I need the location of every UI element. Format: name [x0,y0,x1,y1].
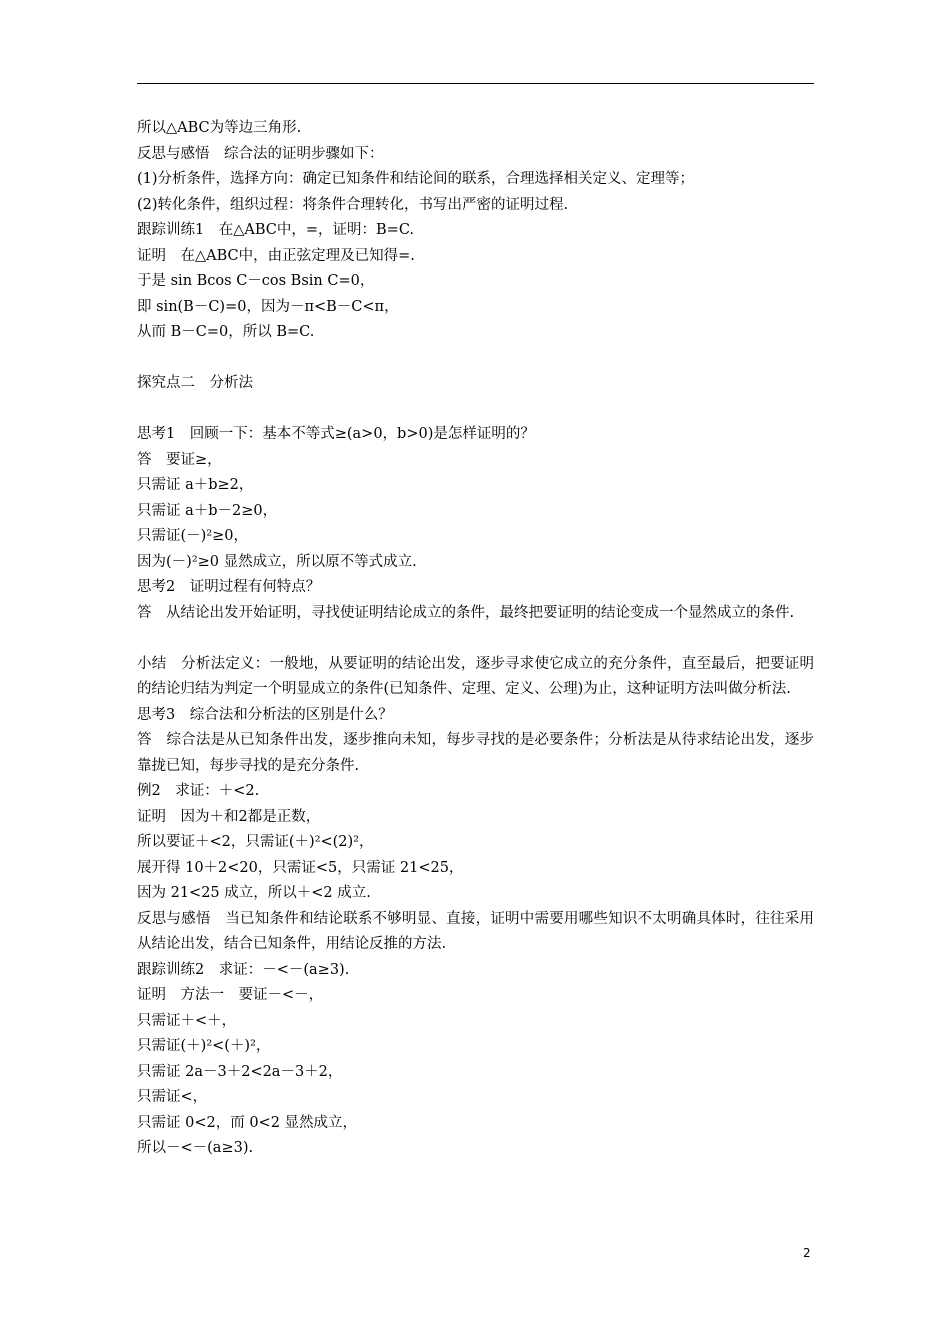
text-paragraph: 小结 分析法定义：一般地，从要证明的结论出发，逐步寻求使它成立的充分条件，直至最后，把要证明的结论归结为判定一个明显成立的条件(已知条件、定理、定义、公理)为止，这种证明方法叫做分析法. [137,655,814,697]
text-line: 思考2 证明过程有何特点？ [137,579,321,595]
text-line: 思考1 回顾一下：基本不等式≥(a>0，b>0)是怎样证明的？ [137,426,535,442]
text-line: 只需证<， [137,1089,208,1105]
page-content [137,116,814,1162]
text-line: 反思与感悟 综合法的证明步骤如下： [137,145,384,162]
text-paragraph: 答 从结论出发开始证明，寻找使证明结论成立的条件，最终把要证明的结论变成一个显然成立的条件. [137,604,795,621]
text-line: 只需证 2a－3＋2<2a－3＋2， [137,1063,343,1080]
text-line: 证明 在△ABC中，由正弦定理及已知得=. [137,247,415,264]
text-line: 只需证 a＋b－2≥0， [137,502,278,519]
text-line: (2)转化条件，组织过程：将条件合理转化，书写出严密的证明过程. [137,196,569,213]
text-paragraph: 反思与感悟 当已知条件和结论联系不够明显、直接，证明中需要用哪些知识不太明确具体时，往往采用从结论出发，结合已知条件，用结论反推的方法. [137,910,814,952]
text-line: 证明 方法一 要证－<－， [137,987,324,1003]
text-line: 只需证 a＋b≥2， [137,477,254,493]
text-line: (1)分析条件，选择方向：确定已知条件和结论间的联系，合理选择相关定义、定理等； [137,171,695,187]
text-line: 只需证(＋)²<(＋)²， [137,1038,271,1054]
text-line: 证明 因为＋和2都是正数， [137,808,321,825]
text-line: 所以△ABC为等边三角形. [137,120,302,136]
text-line: 跟踪训练1 在△ABC中，=，证明：B=C. [137,222,415,238]
text-line: 思考3 综合法和分析法的区别是什么？ [137,706,393,723]
text-line: 只需证 0<2，而 0<2 显然成立， [137,1114,358,1131]
text-line: 跟踪训练2 求证：－<－(a≥3). [137,961,350,978]
text-line: 即 sin(B－C)=0，因为－π<B－C<π， [137,298,399,315]
text-line: 从而 B－C=0，所以 B=C. [137,324,315,340]
text-line: 所以要证＋<2，只需证(＋)²<(2)²， [137,834,374,850]
blank-line [137,397,814,423]
text-line: 答 要证≥， [137,451,222,468]
text-line: 所以－<－(a≥3). [137,1140,254,1156]
text-paragraph: 答 综合法是从已知条件出发，逐步推向未知，每步寻找的是必要条件；分析法是从待求结论出发，逐步靠拢已知，每步寻找的是充分条件. [137,732,814,774]
text-line: 因为(－)²≥0 显然成立，所以原不等式成立. [137,553,417,570]
blank-line [137,626,814,652]
section-heading: 探究点二 分析法 [137,375,253,391]
text-line: 只需证＋<＋， [137,1012,237,1029]
header-rule [137,83,814,84]
text-line: 展开得 10＋2<20，只需证<5，只需证 21<25， [137,859,464,876]
text-line: 只需证(－)²≥0， [137,528,249,544]
text-line: 因为 21<25 成立，所以＋<2 成立. [137,885,371,901]
text-line: 例2 求证：＋<2. [137,783,260,799]
page-number: 2 [803,1246,811,1260]
text-line: 于是 sin Bcos C－cos Bsin C=0， [137,273,375,289]
blank-line [137,346,814,372]
